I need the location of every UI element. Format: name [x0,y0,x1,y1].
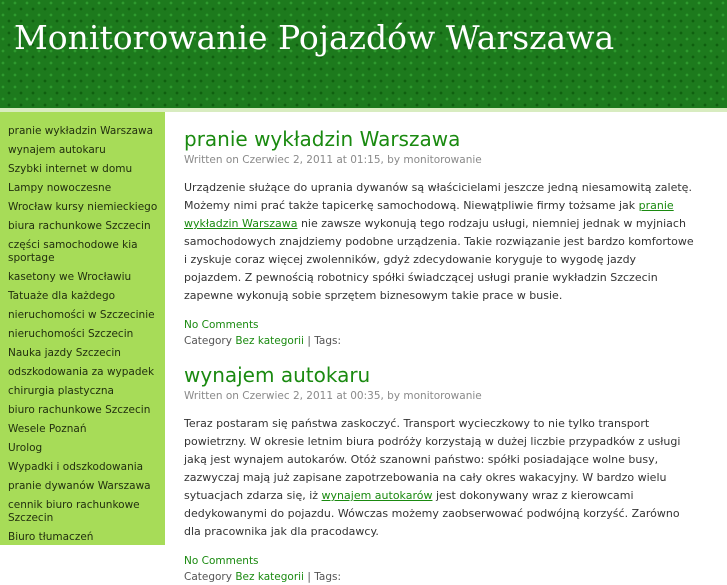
sidebar-link-pranie-dywanow[interactable]: pranie dywanów Warszawa [8,480,151,492]
sidebar-link-wypadki[interactable]: Wypadki i odszkodowania [8,461,144,473]
sidebar-item [8,163,165,176]
post-body [184,179,694,305]
post-meta: Written on Czerwiec 2, 2011 at 00:35, by monitorowanie [184,390,482,402]
sidebar-link-biuro-rachunkowe[interactable]: biuro rachunkowe Szczecin [8,404,151,416]
sidebar [0,112,165,545]
post-meta: Written on Czerwiec 2, 2011 at 01:15, by monitorowanie [184,154,482,166]
post [184,127,694,349]
sidebar-item [8,423,165,436]
sidebar-link-lampy[interactable]: Lampy nowoczesne [8,182,112,194]
sidebar-link-wesele[interactable]: Wesele Poznań [8,423,87,435]
category-label: Category [184,335,232,347]
sidebar-link-biuro-tlumaczen[interactable]: Biuro tłumaczeń [8,531,94,543]
sidebar-item [8,461,165,474]
sidebar-item [8,309,165,322]
post-footer [184,317,694,349]
sidebar-link-list [0,112,165,544]
sidebar-link-pranie-wykladzin[interactable]: pranie wykładzin Warszawa [8,125,154,137]
main-content [184,112,704,583]
sidebar-item [8,499,165,525]
tags-label: | Tags: [307,571,341,583]
post-footer [184,553,694,585]
sidebar-link-nauka-jazdy[interactable]: Nauka jazdy Szczecin [8,347,121,359]
sidebar-item [8,366,165,379]
comments-link[interactable]: No Comments [184,555,259,567]
sidebar-item [8,239,165,265]
sidebar-link-nieruchomosci-w-szczecinie[interactable]: nieruchomości w Szczecinie [8,309,155,321]
sidebar-item [8,201,165,214]
sidebar-item [8,290,165,303]
post-text: Teraz postaram się państwa zaskoczyć. Transport wycieczkowy to nie tylko transport powietrzny. W okresie letnim biura podróży korzystają w dużej liczbie przypadków z usługi jaką jest wynajem autokarów. Otóż szanowni państwo: spółki posiadające wolne busy, zazwyczaj mają już zapisane zapotrzebowania na cały okres wakacyjny. W bardzo wielu sytuacjach zdarza się, iż [184,417,681,502]
post-text: nie zawsze wykonują tego rodzaju usługi, niemniej jednak w myjniach samochodowych znajdziemy podobne urządzenia. Takie rozwiązanie jest bardzo komfortowe i zyskuje coraz więcej zwolenników, gdyż zdecydowanie koryguje to wygodę jazdy pojazdem. Z pewnością robotnicy spółki świadczącej usługi pranie wykładzin Szczecin zapewne wykonują sobie sprzętem biznesowym takie prace w busie. [184,217,694,302]
sidebar-item [8,182,165,195]
category-link[interactable]: Bez kategorii [235,335,304,347]
sidebar-item [8,144,165,157]
sidebar-link-tatuaze[interactable]: Tatuaże dla każdego [8,290,116,302]
sidebar-link-wynajem-autokaru[interactable]: wynajem autokaru [8,144,106,156]
sidebar-item [8,385,165,398]
category-link[interactable]: Bez kategorii [235,571,304,583]
sidebar-link-kasetony[interactable]: kasetony we Wrocławiu [8,271,132,283]
sidebar-link-urolog[interactable]: Urolog [8,442,43,454]
sidebar-item [8,328,165,341]
site-title[interactable]: Monitorowanie Pojazdów Warszawa [14,18,615,57]
comments-link[interactable]: No Comments [184,319,259,331]
post-title[interactable]: pranie wykładzin Warszawa [184,127,461,151]
sidebar-item [8,480,165,493]
post-text: Urządzenie służące do uprania dywanów są właścicielami jeszcze jedną niesamowitą zaletę. Możemy nimi prać także tapicerkę samochodową. Niewątpliwie firmy tożsame jak [184,181,692,212]
sidebar-item [8,220,165,233]
post-title[interactable]: wynajem autokaru [184,363,371,387]
sidebar-item [8,404,165,417]
post-body [184,415,694,541]
sidebar-link-czesci-kia[interactable]: części samochodowe kia sportage [8,239,138,264]
sidebar-link-szybki-internet[interactable]: Szybki internet w domu [8,163,133,175]
site-header [0,0,727,108]
sidebar-link-kursy-niemieckiego[interactable]: Wrocław kursy niemieckiego [8,201,158,213]
sidebar-item [8,125,165,138]
sidebar-link-chirurgia[interactable]: chirurgia plastyczna [8,385,114,397]
sidebar-item [8,347,165,360]
sidebar-item [8,271,165,284]
sidebar-item [8,442,165,455]
sidebar-link-odszkodowania[interactable]: odszkodowania za wypadek [8,366,155,378]
category-label: Category [184,571,232,583]
post-inline-link[interactable]: pranie wykładzin Warszawa [184,199,674,230]
sidebar-link-nieruchomosci-szczecin[interactable]: nieruchomości Szczecin [8,328,134,340]
sidebar-item [8,531,165,544]
post-text: jest dokonywany wraz z kierowcami dedykowanymi do pojazdu. Wówczas możemy zaobserwować podwójną korzyść. Zarówno dla pracownika jak dla pracodawcy. [184,489,680,538]
post-inline-link[interactable]: wynajem autokarów [321,489,433,502]
tags-label: | Tags: [307,335,341,347]
sidebar-link-biura-rachunkowe[interactable]: biura rachunkowe Szczecin [8,220,151,232]
sidebar-link-cennik-biuro[interactable]: cennik biuro rachunkowe Szczecin [8,499,140,524]
post [184,363,694,585]
